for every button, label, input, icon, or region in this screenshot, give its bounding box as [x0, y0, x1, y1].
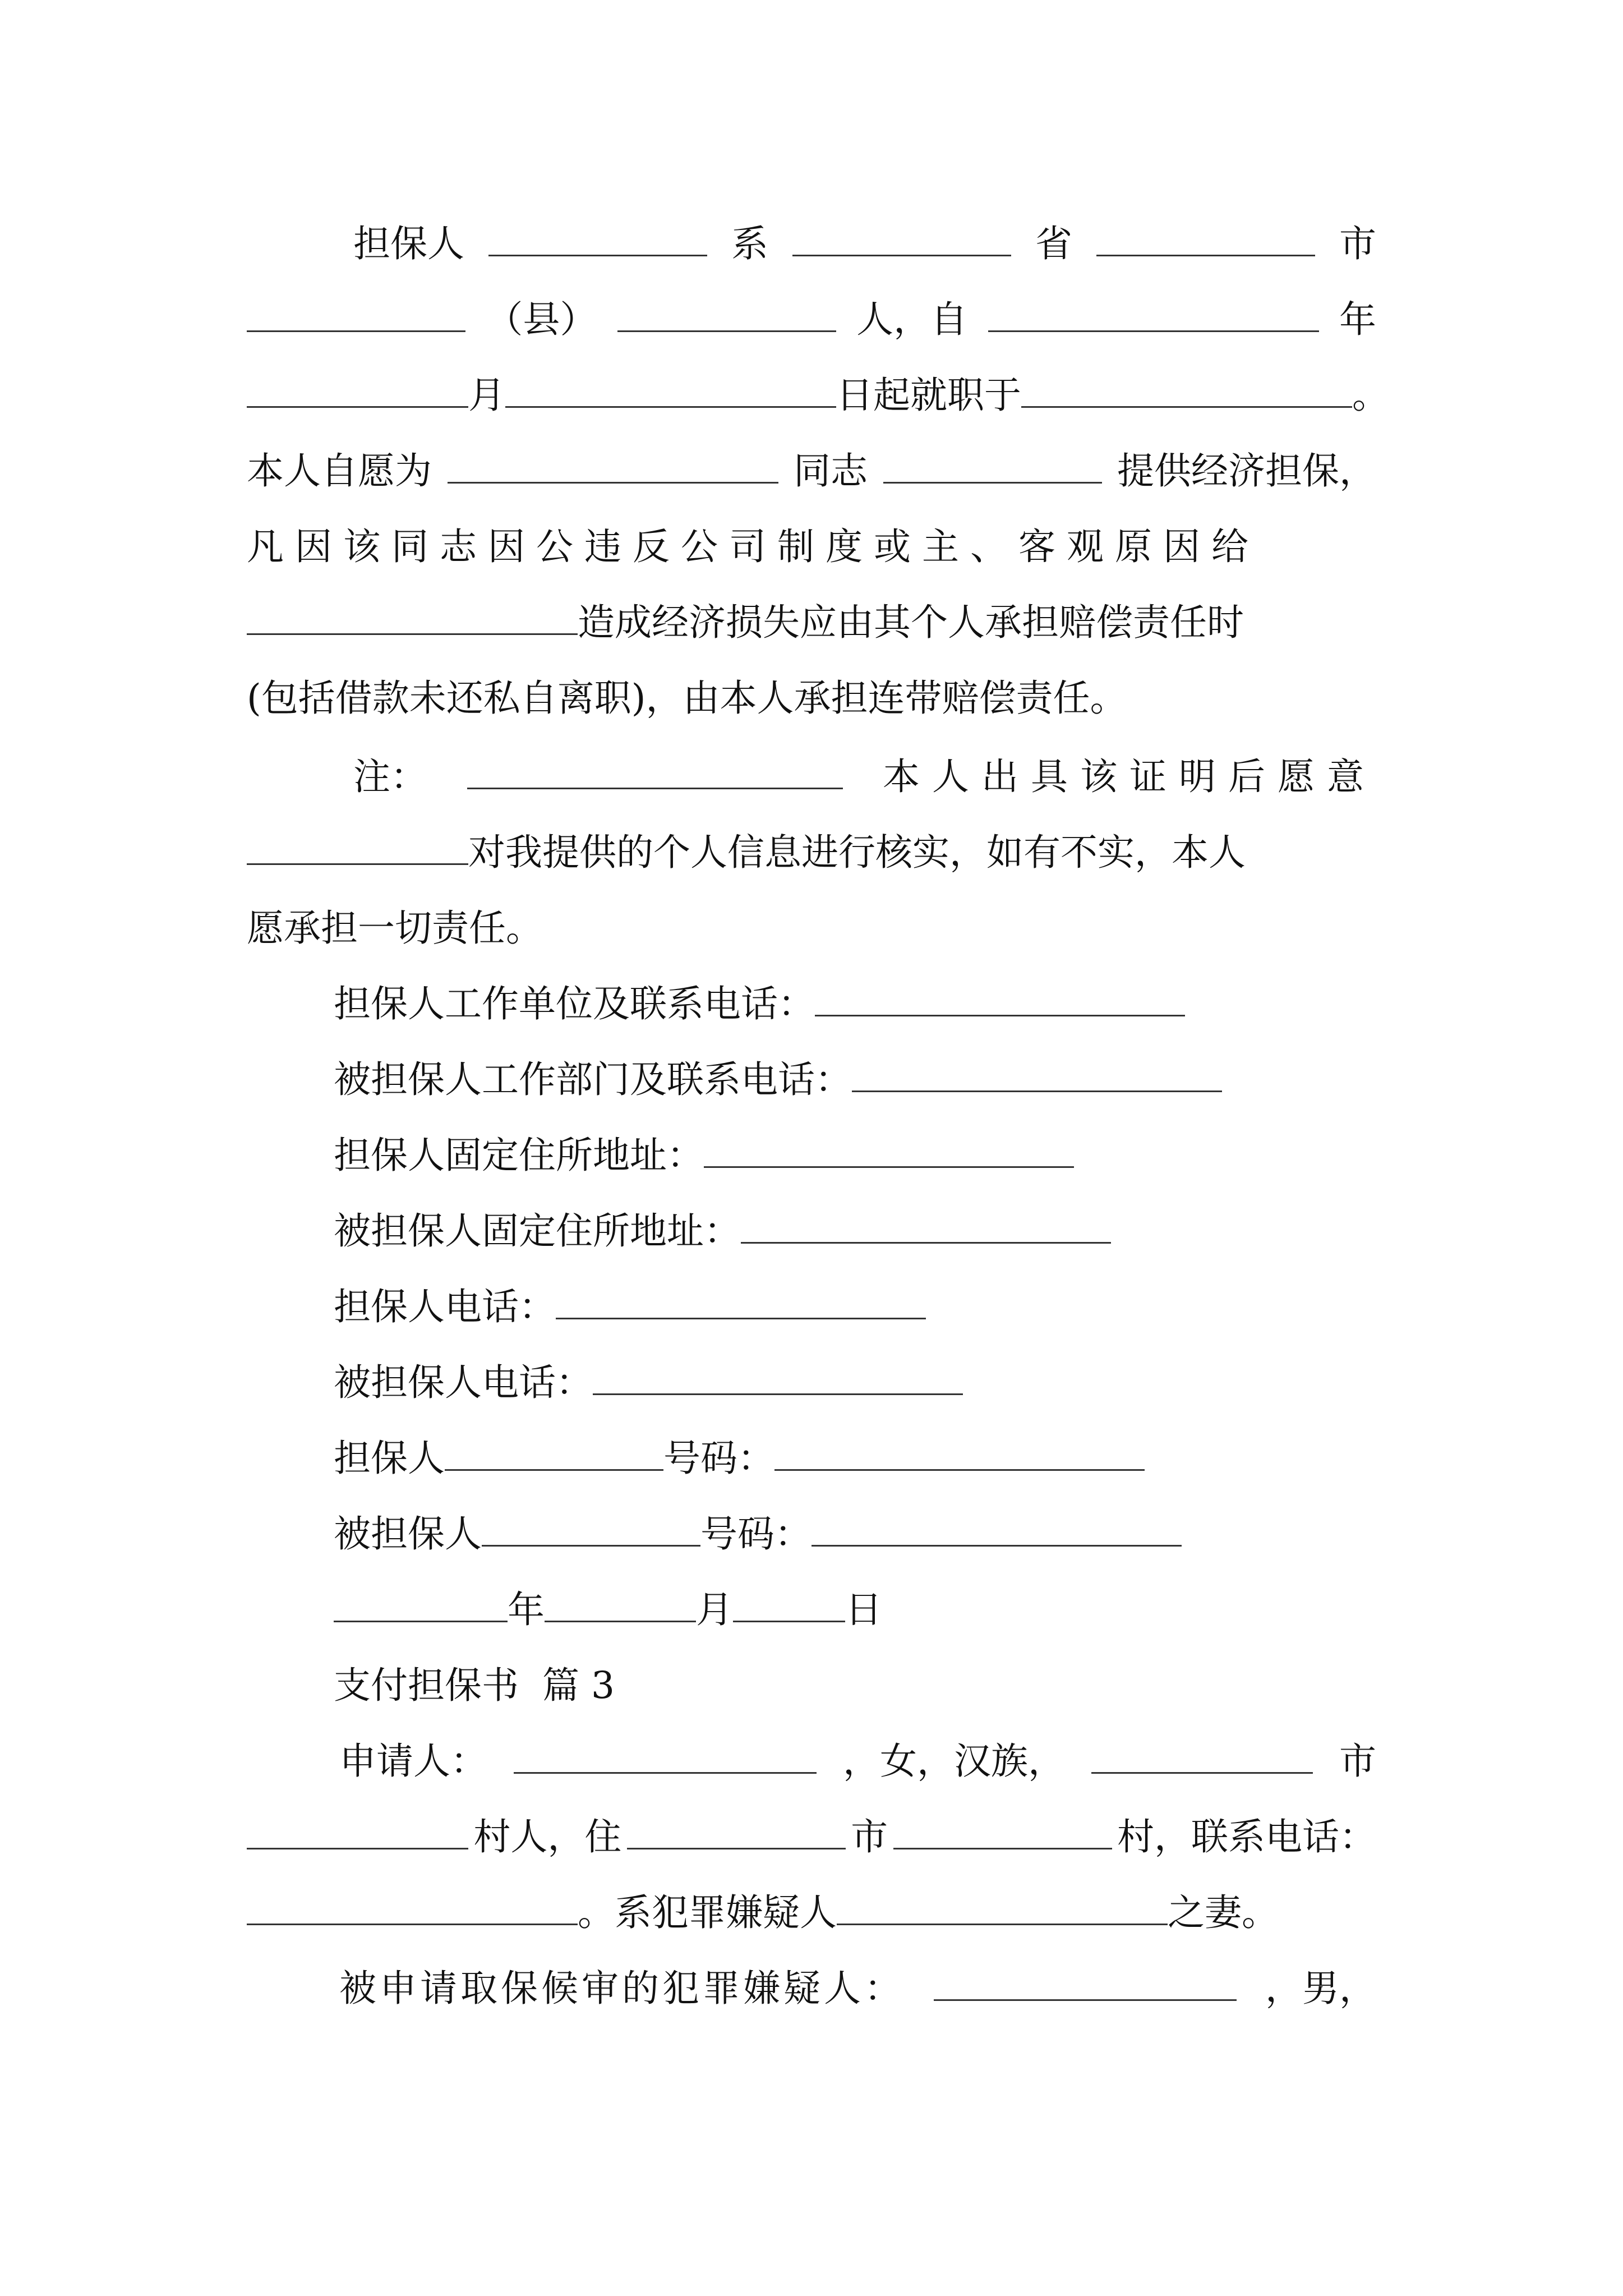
field-label: 号码：	[663, 1437, 774, 1480]
text: 人，自	[856, 298, 968, 341]
blank-field[interactable]	[247, 298, 465, 332]
blank-field[interactable]	[792, 222, 1011, 256]
blank-field[interactable]	[852, 1058, 1222, 1092]
text: 同志	[794, 449, 868, 493]
text: 被申请取保候审的犯罪嫌疑人：	[339, 1967, 905, 2010]
text: 日起就职于	[836, 374, 1021, 417]
guarantor-address-line	[334, 1128, 1376, 1184]
blank-field[interactable]	[1091, 1740, 1313, 1774]
blank-field[interactable]	[741, 1209, 1111, 1244]
text: 造成经济损失应由其个人承担赔偿责任时	[578, 601, 1244, 644]
section-title-text: 支付担保书 篇 3	[334, 1664, 615, 1707]
text: 。系犯罪嫌疑人	[578, 1891, 837, 1934]
blank-field[interactable]	[774, 1437, 1145, 1471]
blank-field[interactable]	[593, 1361, 963, 1395]
field-label: 被担保人电话：	[334, 1361, 593, 1404]
blank-field[interactable]	[934, 1967, 1237, 2001]
field-label: 被担保人工作部门及联系电话：	[334, 1058, 852, 1101]
blank-field[interactable]	[733, 1588, 845, 1622]
text: 。	[1352, 374, 1389, 417]
field-label: 担保人工作单位及联系电话：	[334, 982, 815, 1025]
blank-field[interactable]	[988, 298, 1319, 332]
text: ，女，汉族，	[843, 1740, 1065, 1783]
paragraph-line	[247, 367, 1399, 424]
section-title	[334, 1658, 1376, 1714]
blank-field[interactable]	[545, 1588, 696, 1622]
text: 愿承担一切责任。	[247, 907, 543, 950]
text: 之妻。	[1168, 1891, 1279, 1934]
blank-field[interactable]	[445, 1437, 663, 1471]
field-label: 担保人	[334, 1437, 445, 1480]
blank-field[interactable]	[247, 1815, 468, 1849]
paragraph-line	[247, 670, 1376, 726]
guaranteed-id-line	[334, 1506, 1376, 1562]
guarantor-phone-line	[334, 1279, 1376, 1335]
date-month-label: 月	[696, 1588, 733, 1631]
blank-field[interactable]	[448, 449, 778, 484]
field-label: 担保人固定住所地址：	[334, 1134, 704, 1177]
blank-field[interactable]	[815, 982, 1185, 1016]
paragraph-line	[247, 1733, 1376, 1789]
text: 市	[1339, 222, 1376, 265]
date-day-label: 日	[845, 1588, 882, 1631]
blank-field[interactable]	[1096, 222, 1315, 256]
paragraph-line	[247, 1961, 1376, 2017]
blank-field[interactable]	[247, 374, 468, 408]
text: 系	[731, 222, 768, 265]
text: ，男，	[1265, 1967, 1376, 2010]
blank-field[interactable]	[837, 1891, 1168, 1925]
text: （县）	[486, 298, 597, 341]
text: 村人，住	[473, 1815, 622, 1858]
text: 本人出具该证明后愿意	[883, 755, 1376, 798]
guarantor-id-line	[334, 1430, 1376, 1487]
blank-field[interactable]	[514, 1740, 817, 1774]
blank-field[interactable]	[247, 831, 468, 865]
guaranteed-phone-line	[334, 1355, 1376, 1411]
blank-field[interactable]	[883, 449, 1102, 484]
text: 提供经济担保，	[1117, 449, 1376, 493]
field-label: 号码：	[700, 1512, 811, 1556]
guarantor-work-line	[334, 976, 1376, 1032]
paragraph-line	[247, 900, 1376, 956]
field-label: 被担保人	[334, 1512, 482, 1556]
blank-field[interactable]	[482, 1512, 700, 1547]
field-label: 担保人电话：	[334, 1285, 556, 1328]
paragraph-line	[247, 825, 1376, 881]
text: 市	[1339, 1740, 1376, 1783]
blank-field[interactable]	[247, 1891, 578, 1925]
text: 对我提供的个人信息进行核实，如有不实，本人	[468, 831, 1246, 874]
paragraph-line	[247, 1809, 1376, 1865]
text: 村，联系电话：	[1117, 1815, 1376, 1858]
text: 申请人：	[339, 1740, 487, 1783]
paragraph-line	[247, 443, 1376, 499]
guaranteed-work-line	[334, 1052, 1376, 1108]
text: 担保人	[353, 222, 464, 265]
text: (包括借款未还私自离职)，由本人承担连带赔偿责任。	[247, 677, 1127, 720]
blank-field[interactable]	[1021, 374, 1352, 408]
blank-field[interactable]	[704, 1134, 1074, 1168]
paragraph-line	[247, 595, 1376, 651]
blank-field[interactable]	[505, 374, 836, 408]
blank-field[interactable]	[488, 222, 707, 256]
blank-field[interactable]	[334, 1588, 508, 1622]
text: 本人自愿为	[247, 449, 432, 493]
text: 年	[1339, 298, 1376, 341]
text: 省	[1035, 222, 1072, 265]
blank-field[interactable]	[627, 1815, 846, 1849]
guaranteed-address-line	[334, 1203, 1376, 1259]
paragraph-line	[247, 1885, 1376, 1941]
text: 凡因该同志因公违反公司制度或主、客观原因给	[247, 525, 1260, 568]
blank-field[interactable]	[893, 1815, 1112, 1849]
paragraph-line	[247, 292, 1376, 348]
text: 月	[468, 374, 505, 417]
blank-field[interactable]	[811, 1512, 1182, 1547]
blank-field[interactable]	[247, 601, 578, 635]
blank-field[interactable]	[556, 1285, 926, 1319]
paragraph-line	[247, 216, 1376, 272]
blank-field[interactable]	[617, 298, 836, 332]
paragraph-line	[247, 749, 1376, 805]
paragraph-line	[247, 519, 1376, 575]
text: 注：	[353, 755, 427, 798]
field-label: 被担保人固定住所地址：	[334, 1209, 741, 1253]
text: 市	[851, 1815, 888, 1858]
date-year-label: 年	[508, 1588, 545, 1631]
date-line	[334, 1582, 1376, 1638]
blank-field[interactable]	[467, 755, 843, 789]
